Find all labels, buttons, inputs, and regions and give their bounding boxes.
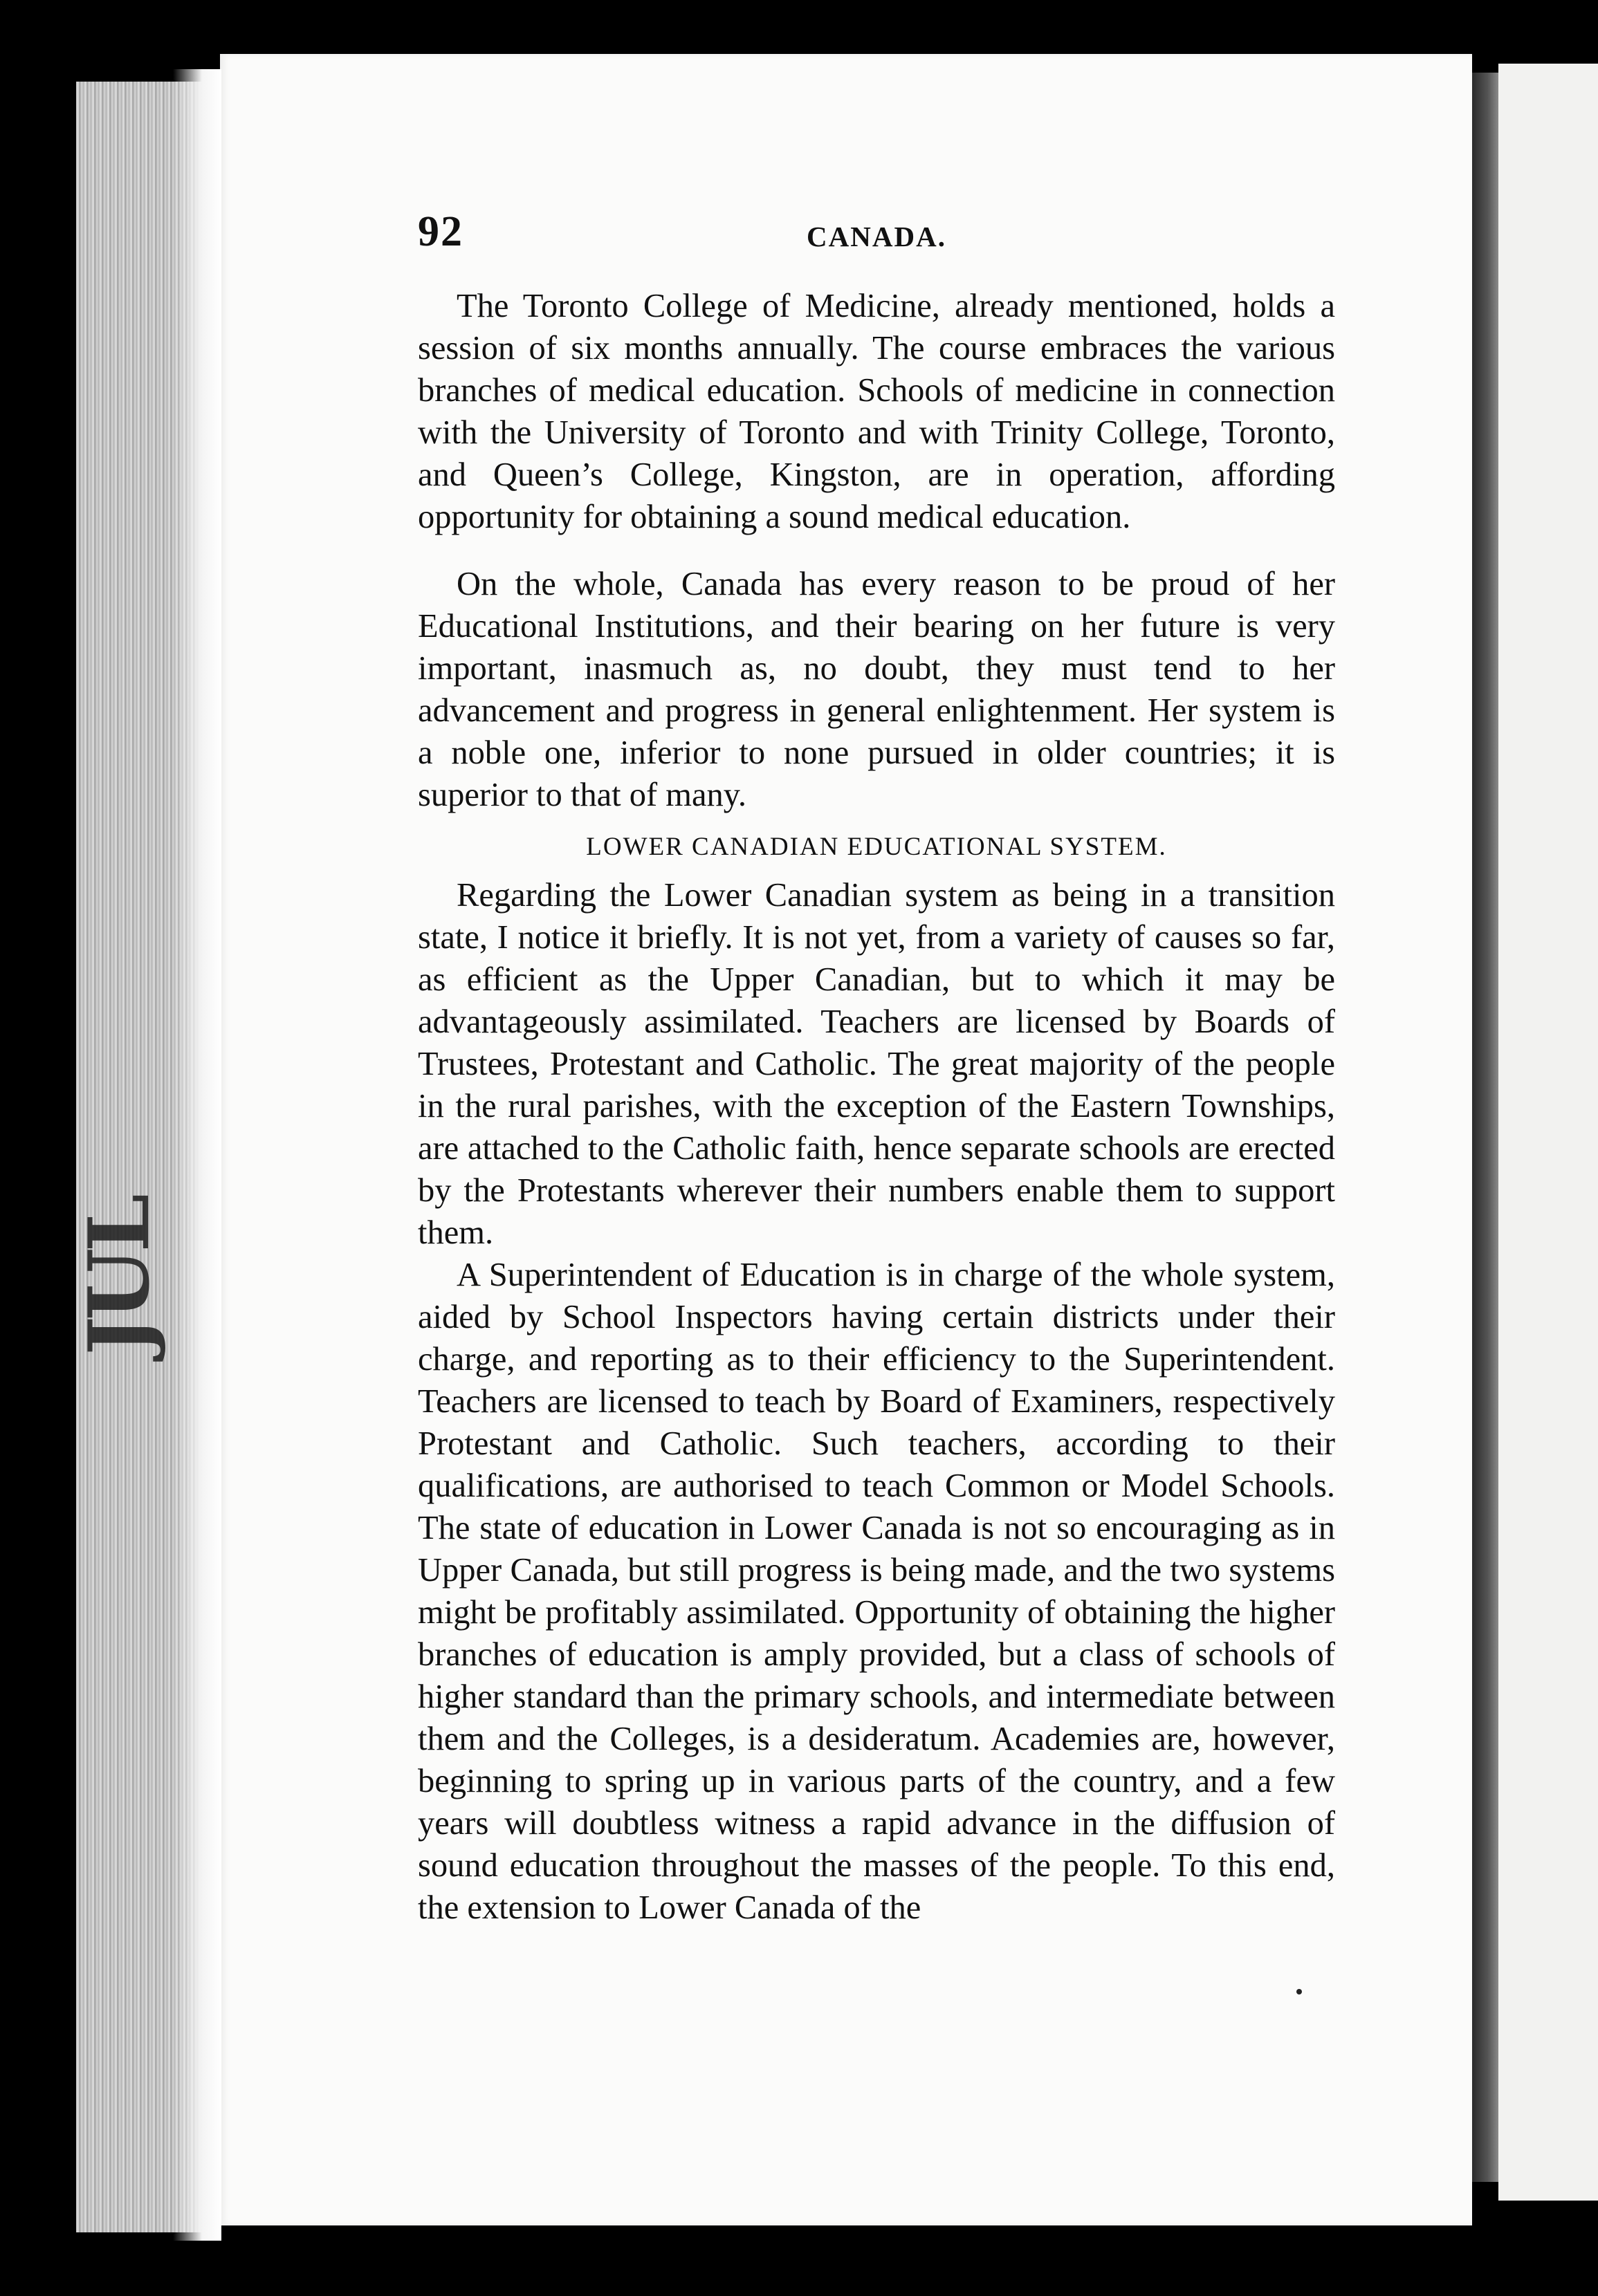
- running-head: CANADA.: [807, 221, 946, 252]
- paragraph: On the whole, Canada has every reason to be proud of her Educational Institutions, and their bearing on her future is very important, inasmuch as, no doubt, they must tend to her advancement and progress in general enlightenment. Her system is a noble one, inferior to none pursued in older countries; it is superior to that of many.: [418, 566, 1335, 813]
- paragraph: Regarding the Lower Canadian system as being in a transition state, I notice it briefly. It is not yet, from a variety of causes so far, as efficient as the Upper Canadian, but to which it may be advantageously assimilated. Teachers are licensed by Boards of Trustees, Protestant and Catholic. The great majority of the people in the rural parishes, with the exception of the Eastern Townships, are attached to the Catholic faith, hence separate schools are erected by the Protestants wherever their numbers enable them to support them.: [418, 877, 1335, 1251]
- page-header: [418, 207, 1335, 270]
- page-number: 92: [418, 208, 463, 255]
- section-heading: LOWER CANADIAN EDUCATIONAL SYSTEM.: [586, 833, 1167, 861]
- gutter-shadow: [173, 69, 221, 2241]
- spine-stamp: JUL: [71, 1198, 168, 1355]
- paragraph: The Toronto College of Medicine, already mentioned, holds a session of six months annually. The course embraces the various branches of medical education. Schools of medicine in connection with the University of Toronto and with Trinity College, Toronto, and Queen’s College, Kingston, are in operation, affording opportunity for obtaining a sound medical education.: [418, 288, 1335, 535]
- facing-page-shadow: [1472, 73, 1498, 2182]
- page-text: [418, 207, 1335, 1929]
- ink-speck: [1296, 1989, 1302, 1994]
- facing-page: [1498, 64, 1598, 2201]
- paragraph: A Superintendent of Education is in charge of the whole system, aided by School Inspectors having certain districts under their charge, and reporting as to their efficiency to the Superintendent. Teachers are licensed to teach by Board of Examiners, respectively Protestant and Catholic. Such teachers, according to their qualifications, are authorised to teach Common or Model Schools. The state of education in Lower Canada is not so encouraging as in Upper Canada, but still progress is being made, and the two systems might be profitably assimilated. Opportunity of obtaining the higher branches of education is amply provided, but a class of schools of higher standard than the primary schools, and intermediate between them and the Colleges, is a desideratum. Academies are, however, beginning to spring up in various parts of the country, and a few years will doubtless witness a rapid advance in the diffusion of sound education throughout the masses of the people. To this end, the extension to Lower Canada of the: [418, 1257, 1335, 1926]
